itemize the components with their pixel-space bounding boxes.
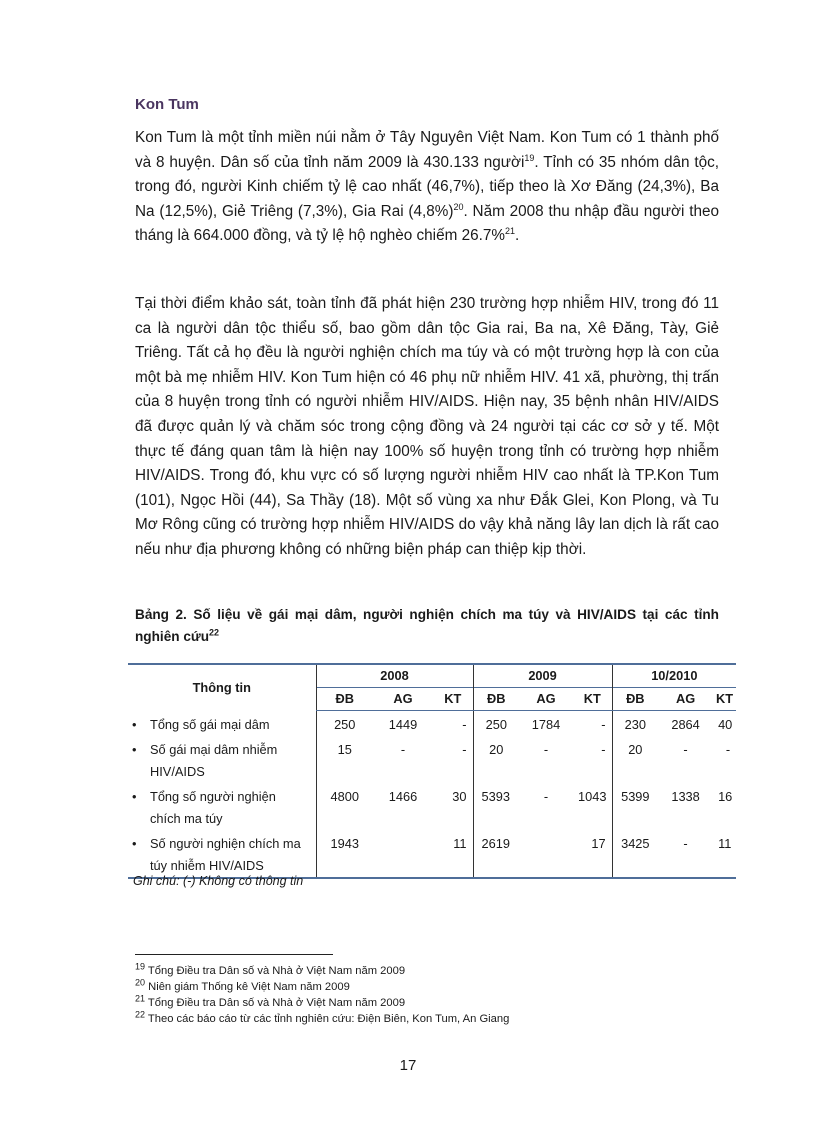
table-cell: 1466 (388, 789, 418, 804)
footnote: $^{21}$ Tổng Điều tra Dân số và Nhà ở Việt Nam năm 2009 (135, 993, 406, 1009)
footnote: $^{22}$ Theo các báo cáo từ các tỉnh nghiên cứu: Điện Biên, Kon Tum, An Giang (135, 1009, 510, 1025)
footnote-ref[interactable]: 20 (453, 201, 464, 212)
table-cell: 20 (612, 736, 658, 783)
table-cell: 1943 (316, 830, 373, 878)
header-subcol: AG (658, 688, 713, 711)
page-number: 17 (399, 1057, 417, 1074)
table-cell: 230 (612, 711, 658, 737)
table-cell: 17 (573, 830, 612, 878)
table-cell: 5399 (612, 783, 658, 830)
footnote-number: 21 (135, 993, 146, 1004)
table-cell: - (543, 742, 549, 757)
header-subcol: ĐB (316, 688, 373, 711)
table-cell: 16 (718, 789, 733, 804)
table-cell: - (601, 717, 606, 732)
table-cell: 4800 (316, 783, 373, 830)
footnote-ref[interactable]: 21 (504, 226, 515, 237)
table-cell: 11 (713, 830, 736, 878)
footnote-number: 19 (135, 961, 146, 972)
table-cell: - (601, 742, 606, 757)
paragraph-intro (135, 126, 719, 249)
header-subcol: KT (573, 688, 612, 711)
table-cell: - (462, 742, 467, 757)
bullet: • (132, 836, 137, 851)
table-cell: 40 (718, 717, 733, 732)
table-cell: - (725, 742, 731, 757)
table-cell (519, 830, 573, 878)
header-info: Thông tin (128, 664, 316, 711)
table-cell (373, 830, 433, 878)
header-subcol: KT (433, 688, 473, 711)
header-year: 2008 (316, 664, 473, 688)
table-cell: 250 (473, 711, 519, 737)
table-cell: 30 (452, 789, 467, 804)
paragraph-text: . (514, 227, 520, 245)
table-cell: 3425 (612, 830, 658, 878)
table-cell: - (683, 742, 688, 757)
table-cell: 2619 (473, 830, 519, 878)
row-label: • Số gái mại dâm nhiễm HIV/AIDS (128, 736, 316, 783)
table-cell: 5393 (473, 783, 519, 830)
bullet: • (132, 742, 137, 757)
header-year: 2009 (473, 664, 612, 688)
table-cell: - (400, 742, 406, 757)
bullet: • (132, 716, 137, 732)
table-cell: 1449 (388, 717, 418, 732)
paragraph-text: . Tỉnh có 35 nhóm dân tộc, trong đó, người Kinh chiếm tỷ lệ cao nhất (46,7%), tiếp theo là Xơ Đăng (24,3%), Ba Na (12,5%), Giẻ Triêng (7,3%), Gia Rai (4,8%) (135, 153, 719, 220)
header-subcol: KT (713, 688, 736, 711)
table-note: Ghi chú: (-) Không có thông tin (133, 874, 304, 888)
table-cell: 15 (316, 736, 373, 783)
footnote-ref[interactable]: 22 (209, 627, 220, 638)
table-cell: - (658, 830, 713, 878)
paragraph-hiv-status: Tại thời điểm khảo sát, toàn tỉnh đã phát hiện 230 trường hợp nhiễm HIV, trong đó 11 ca là người dân tộc thiểu số, bao gồm dân tộc Gia rai, Ba na, Xê Đăng, Tày, Giẻ Triêng. Tất cả họ đều là người nghiện chích ma túy và có một trường hợp là con của một bà mẹ nhiễm HIV. Kon Tum hiện có 46 phụ nữ nhiễm HIV. 41 xã, phường, thị trấn của 8 huyện trong tỉnh có người nhiễm HIV/AIDS. Hiện nay, 35 bệnh nhân HIV/AIDS đã được quản lý và chăm sóc trong cộng đồng và 24 người tại các cơ sở y tế. Một thực tế đáng quan tâm là hiện nay 100% số huyện trong tỉnh có trường hợp nhiễm HIV/AIDS. Trong đó, khu vực có số lượng người nhiễm HIV cao nhất là TP.Kon Tum (101), Ngọc Hồi (44), Sa Thầy (18). Một số vùng xa như Đắk Glei, Kon Plong, và Tu Mơ Rông cũng có trường hợp nhiễm HIV/AIDS do vậy khả năng lây lan dịch là rất cao nếu như địa phương không có những biện pháp can thiệp kịp thời. (135, 295, 719, 558)
footnote: $^{20}$ Niên giám Thống kê Việt Nam năm 2009 (135, 977, 350, 993)
row-label: • Tổng số người nghiện chích ma túy (128, 783, 316, 830)
table-row (128, 830, 736, 878)
header-subcol: ĐB (473, 688, 519, 711)
table-cell: 250 (316, 711, 373, 737)
data-table (128, 663, 736, 879)
header-year: 10/2010 (612, 664, 736, 688)
footnote-number: 22 (135, 1009, 146, 1020)
table-cell: 11 (433, 830, 473, 878)
table-cell: 2864 (671, 717, 700, 732)
header-subcol: ĐB (612, 688, 658, 711)
table-row (128, 783, 736, 830)
row-label: • Tổng số gái mại dâm (128, 711, 316, 737)
table-row (128, 711, 736, 737)
footnotes (135, 963, 509, 1027)
table-cell: 20 (473, 736, 519, 783)
table-cell: 1338 (671, 789, 700, 804)
footnote: $^{19}$ Tổng Điều tra Dân số và Nhà ở Việt Nam năm 2009 (135, 961, 406, 977)
table-cell: - (543, 789, 549, 804)
table-caption (135, 604, 719, 648)
bullet: • (132, 789, 137, 804)
table-cell: 1043 (578, 789, 607, 804)
header-subcol: AG (519, 688, 573, 711)
caption-text: Bảng 2. Số liệu về gái mại dâm, người nghiện chích ma túy và HIV/AIDS tại các tỉnh nghiên cứu (135, 607, 719, 644)
paragraph-text: Kon Tum là một tỉnh miền núi nằm ở Tây Nguyên Việt Nam. Kon Tum có 1 thành phố và 8 huyện. Dân số của tỉnh năm 2009 là 430.133 người (135, 129, 719, 171)
footnote-number: 20 (135, 977, 146, 988)
footnote-divider (135, 954, 333, 955)
table-cell: 1784 (531, 717, 561, 732)
paragraph-text: . Năm 2008 thu nhập đầu người theo tháng là 664.000 đồng, và tỷ lệ hộ nghèo chiếm 26.7% (135, 202, 719, 245)
header-subcol: AG (373, 688, 433, 711)
section-title: Kon Tum (135, 96, 199, 113)
table-row (128, 736, 736, 783)
footnote-ref[interactable]: 19 (524, 152, 535, 163)
table-cell: - (462, 717, 467, 732)
row-label: • Số người nghiện chích ma túy nhiễm HIV/AIDS (128, 830, 316, 878)
